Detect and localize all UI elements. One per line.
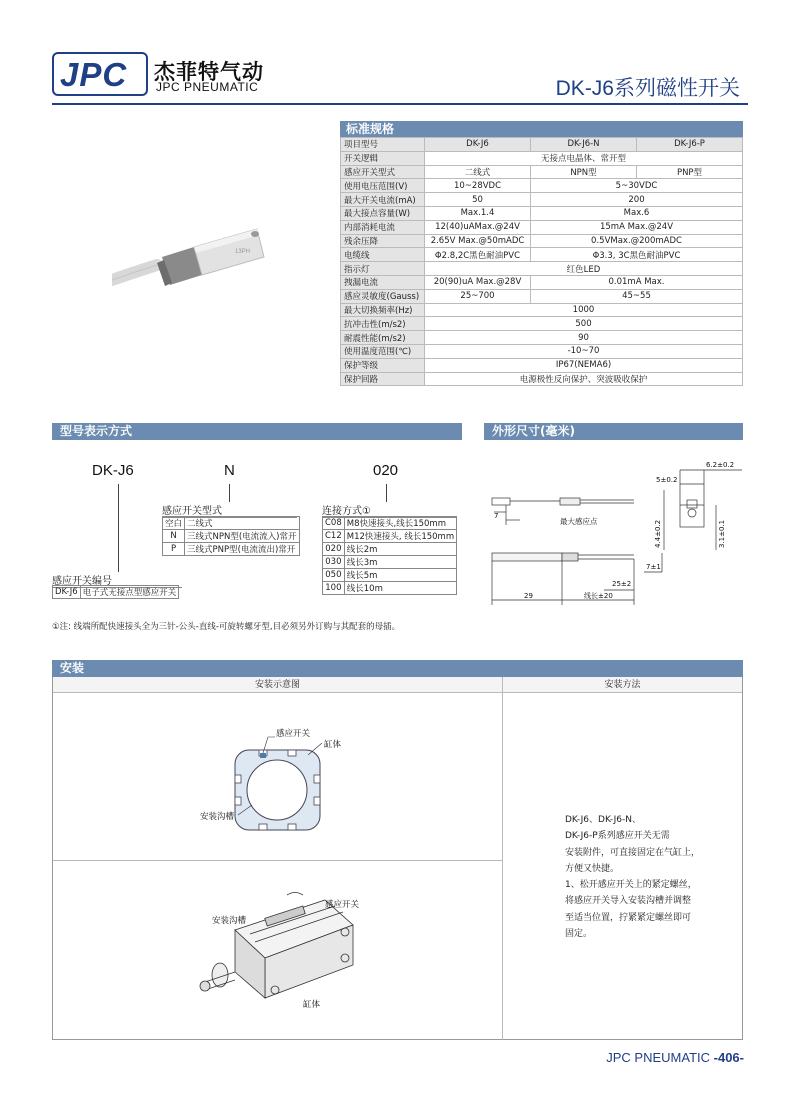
- header-divider: [52, 103, 748, 105]
- dimension-drawing: [484, 450, 754, 610]
- spec-key: 最大接点容量(W): [341, 206, 425, 220]
- spec-value: 90: [425, 331, 743, 345]
- dim-cable: 线长±20: [584, 592, 613, 600]
- install-col1-title: 安装示意图: [53, 677, 502, 693]
- spec-row: [341, 344, 743, 358]
- spec-key: 最大切换频率(Hz): [341, 303, 425, 317]
- conn-row: [323, 517, 457, 530]
- spec-value: 红色LED: [425, 262, 743, 276]
- spec-value: 15mA Max.@24V: [531, 220, 743, 234]
- spec-row: [341, 179, 743, 193]
- conn-table: [322, 516, 457, 595]
- conn-desc: 线长10m: [344, 582, 456, 595]
- dim-4-4: 4.4±0.2: [654, 519, 662, 548]
- conn-desc: 线长5m: [344, 569, 456, 582]
- conn-code: C08: [323, 517, 345, 530]
- spec-row: [341, 248, 743, 262]
- type-table: [162, 516, 300, 556]
- spec-key: 拽漏电流: [341, 275, 425, 289]
- spec-value: 50: [425, 193, 531, 207]
- conn-code: 020: [323, 543, 345, 556]
- dim-max-point: 最大感应点: [560, 517, 598, 526]
- svg-text:13PH: 13PH: [235, 249, 251, 255]
- spec-row: [341, 193, 743, 207]
- spec-value: 电源极性反向保护、突波吸收保护: [425, 372, 743, 386]
- spec-table: [340, 137, 743, 386]
- conn-code: 050: [323, 569, 345, 582]
- method-line: 安装附件，可直接固定在气缸上，: [565, 847, 701, 858]
- type-row: [163, 543, 300, 556]
- spec-value: -10~70: [425, 344, 743, 358]
- spec-key: 残余压降: [341, 234, 425, 248]
- serial-desc: 电子式无接点型感应开关: [80, 586, 179, 599]
- conn-desc: M12快速接头, 线长150mm: [344, 530, 456, 543]
- logo-text: JPC: [60, 56, 128, 93]
- logo: [52, 52, 148, 96]
- conn-row: [323, 582, 457, 595]
- type-code: 空白: [163, 517, 185, 530]
- spec-value: 0.01mA Max.: [531, 275, 743, 289]
- spec-value: PNP型: [637, 165, 743, 179]
- spec-value: 二线式: [425, 165, 531, 179]
- leader-line: [386, 484, 387, 502]
- spec-key: 保护回路: [341, 372, 425, 386]
- dim-3-1: 3.1±0.1: [718, 519, 726, 548]
- conn-title: 连接方式①: [322, 502, 457, 518]
- spec-key: 抗冲击性(m/s2): [341, 317, 425, 331]
- spec-row: [341, 331, 743, 345]
- page-title: DK-J6系列磁性开关: [555, 77, 740, 100]
- footnote: ①注: 线端所配快速接头全为三针-公头-直线-可旋转螺牙型,目必须另外订购与其配套的母插。: [52, 622, 401, 632]
- spec-header-item: 项目型号: [341, 138, 425, 152]
- conn-row: [323, 556, 457, 569]
- spec-key: 电缆线: [341, 248, 425, 262]
- type-code: N: [163, 530, 185, 543]
- type-row: [163, 530, 300, 543]
- install-col-divider: [502, 693, 503, 1040]
- spec-value: 5~30VDC: [531, 179, 743, 193]
- product-photo: [112, 205, 332, 345]
- spec-row: [341, 220, 743, 234]
- method-line: 1、松开感应开关上的紧定螺丝，: [565, 880, 697, 891]
- spec-key: 感应开关型式: [341, 165, 425, 179]
- spec-title: 标准规格: [340, 121, 743, 137]
- spec-key: 内部消耗电流: [341, 220, 425, 234]
- conn-code: 100: [323, 582, 345, 595]
- install-col2-title: 安装方法: [502, 677, 742, 693]
- spec-value: 25~700: [425, 289, 531, 303]
- dims-section-title: 外形尺寸(毫米): [484, 423, 743, 440]
- spec-value: IP67(NEMA6): [425, 358, 743, 372]
- install-row-divider: [53, 860, 502, 861]
- leader-lines: [200, 725, 340, 825]
- conn-desc: 线长2m: [344, 543, 456, 556]
- spec-row: [341, 289, 743, 303]
- spec-row: [341, 358, 743, 372]
- dim-7b: 7±1: [646, 563, 661, 571]
- spec-value: 2.65V Max.@50mADC: [425, 234, 531, 248]
- page-number: -406-: [713, 1050, 744, 1065]
- conn-code: C12: [323, 530, 345, 543]
- type-desc: 三线式PNP型(电流流出)常开: [185, 543, 299, 556]
- label-groove-2: 安装沟槽: [212, 916, 247, 926]
- type-desc: 二线式: [185, 517, 299, 530]
- spec-header-col: DK-J6-N: [531, 138, 637, 152]
- spec-header-col: DK-J6-P: [637, 138, 743, 152]
- spec-value: 200: [531, 193, 743, 207]
- serial-title: 感应开关编号: [52, 572, 182, 588]
- spec-key: 使用温度范围(℃): [341, 344, 425, 358]
- spec-header-row: [341, 138, 743, 152]
- type-row: [163, 517, 300, 530]
- brand-name-cn: 杰菲特气动: [154, 60, 264, 84]
- spec-value: 10~28VDC: [425, 179, 531, 193]
- conn-desc: 线长3m: [344, 556, 456, 569]
- spec-key: 保护等级: [341, 358, 425, 372]
- spec-row: [341, 317, 743, 331]
- conn-desc: M8快速接头,线长150mm: [344, 517, 456, 530]
- spec-value: 500: [425, 317, 743, 331]
- type-code: P: [163, 543, 185, 556]
- spec-key: 使用电压范围(V): [341, 179, 425, 193]
- dim-5: 5±0.2: [656, 476, 678, 484]
- spec-value: Φ2.8,2C黑色耐油PVC: [425, 248, 531, 262]
- method-line: 固定。: [565, 929, 593, 940]
- spec-header-col: DK-J6: [425, 138, 531, 152]
- brand-name-en: JPC PNEUMATIC: [156, 80, 259, 94]
- spec-row: [341, 151, 743, 165]
- method-line: 将感应开关导入安装沟槽并调整: [565, 896, 692, 907]
- label-switch-2: 感应开关: [325, 900, 360, 910]
- footer-brand: JPC PNEUMATIC: [606, 1050, 711, 1065]
- dim-7: 7: [494, 512, 499, 520]
- serial-row: [53, 586, 179, 599]
- spec-row: [341, 165, 743, 179]
- type-title: 感应开关型式: [162, 502, 297, 518]
- spec-key: 感应灵敏度(Gauss): [341, 289, 425, 303]
- leader-line: [118, 484, 119, 572]
- model-section-title: 型号表示方式: [52, 423, 462, 440]
- spec-value: 20(90)uA Max.@28V: [425, 275, 531, 289]
- spec-value: NPN型: [531, 165, 637, 179]
- code-type: N: [224, 462, 235, 479]
- spec-value: 0.5VMax.@200mADC: [531, 234, 743, 248]
- label-switch: 感应开关: [276, 729, 311, 739]
- label-cylinder-2: 缸体: [303, 1000, 321, 1010]
- label-cylinder: 缸体: [324, 740, 342, 750]
- spec-key: 耐震性能(m/s2): [341, 331, 425, 345]
- dim-29: 29: [524, 592, 533, 600]
- spec-key: 指示灯: [341, 262, 425, 276]
- method-line: 方便又快捷。: [565, 863, 620, 874]
- spec-row: [341, 275, 743, 289]
- label-groove: 安装沟槽: [200, 812, 235, 822]
- spec-value: 45~55: [531, 289, 743, 303]
- serial-table: [52, 585, 179, 599]
- conn-row: [323, 530, 457, 543]
- code-series: DK-J6: [92, 462, 134, 479]
- leader-line: [229, 484, 230, 502]
- spec-value: Max.1.4: [425, 206, 531, 220]
- conn-row: [323, 543, 457, 556]
- spec-value: Φ3.3, 3C黑色耐油PVC: [531, 248, 743, 262]
- serial-code: DK-J6: [53, 586, 81, 599]
- footer: [606, 1050, 744, 1065]
- spec-row: [341, 234, 743, 248]
- spec-value: 12(40)uAMax.@24V: [425, 220, 531, 234]
- spec-key: 最大开关电流(mA): [341, 193, 425, 207]
- spec-section: [340, 121, 743, 386]
- type-desc: 三线式NPN型(电流流入)常开: [185, 530, 299, 543]
- spec-key: 开关逻辑: [341, 151, 425, 165]
- spec-row: [341, 303, 743, 317]
- dim-6-2: 6.2±0.2: [706, 461, 735, 469]
- spec-row: [341, 372, 743, 386]
- spec-value: Max.6: [531, 206, 743, 220]
- spec-row: [341, 262, 743, 276]
- install-section-title: 安装: [52, 660, 743, 677]
- method-line: DK-J6、DK-J6-N、: [565, 815, 642, 825]
- conn-row: [323, 569, 457, 582]
- conn-code: 030: [323, 556, 345, 569]
- spec-value: 1000: [425, 303, 743, 317]
- spec-value: 无接点电晶体、常开型: [425, 151, 743, 165]
- install-method: [565, 812, 735, 942]
- code-connection: 020: [373, 462, 399, 479]
- dim-25: 25±2: [612, 580, 632, 588]
- method-line: DK-J6-P系列感应开关无需: [565, 831, 670, 842]
- spec-row: [341, 206, 743, 220]
- method-line: 至适当位置，拧紧紧定螺丝即可: [565, 912, 692, 923]
